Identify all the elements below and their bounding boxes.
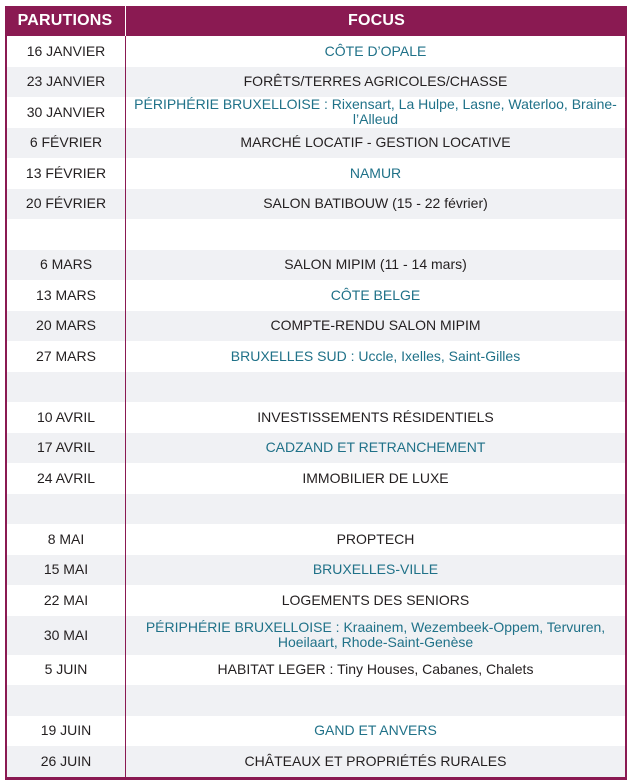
- focus-cell: CÔTE BELGE: [330, 286, 421, 303]
- date-cell: 6 FÉVRIER: [7, 128, 126, 159]
- focus-cell: FORÊTS/TERRES AGRICOLES/CHASSE: [243, 73, 508, 90]
- table-row: [7, 189, 625, 220]
- table-row: [7, 746, 625, 777]
- table-row: [7, 311, 625, 342]
- date-cell: 30 MAI: [7, 616, 126, 655]
- table-row: [7, 280, 625, 311]
- date-cell: 27 MARS: [7, 341, 126, 372]
- spacer-row: [7, 685, 625, 716]
- table-row: [7, 716, 625, 747]
- spacer-row: [7, 494, 625, 525]
- focus-cell: SALON MIPIM (11 - 14 mars): [284, 256, 467, 273]
- date-cell: 20 FÉVRIER: [7, 189, 126, 220]
- date-cell: 5 JUIN: [7, 655, 126, 686]
- table-row: [7, 158, 625, 189]
- table-row: [7, 463, 625, 494]
- focus-cell: SALON BATIBOUW (15 - 22 février): [263, 195, 488, 212]
- focus-cell: [126, 494, 625, 525]
- date-cell: 17 AVRIL: [7, 433, 126, 464]
- date-cell: 30 JANVIER: [7, 97, 126, 128]
- date-cell: 24 AVRIL: [7, 463, 126, 494]
- date-cell: 13 FÉVRIER: [7, 158, 126, 189]
- focus-cell: NAMUR: [349, 164, 402, 181]
- date-cell: 20 MARS: [7, 311, 126, 342]
- table-row: [7, 250, 625, 281]
- date-cell: 22 MAI: [7, 585, 126, 616]
- focus-cell: PROPTECH: [336, 530, 415, 547]
- table-row: [7, 402, 625, 433]
- spacer-row: [7, 372, 625, 403]
- focus-cell: GAND ET ANVERS: [314, 722, 437, 739]
- table-row: [7, 341, 625, 372]
- date-cell: 10 AVRIL: [7, 402, 126, 433]
- focus-cell: BRUXELLES SUD : Uccle, Ixelles, Saint-Gilles: [230, 347, 521, 364]
- table-row: [7, 67, 625, 98]
- focus-cell: IMMOBILIER DE LUXE: [302, 469, 449, 486]
- table-row: [7, 524, 625, 555]
- date-cell: [7, 219, 126, 250]
- focus-cell: PÉRIPHÉRIE BRUXELLOISE : Rixensart, La Hulpe, Lasne, Waterloo, Braine-l’Alleud: [134, 96, 617, 128]
- focus-cell: [126, 685, 625, 716]
- focus-cell: MARCHÉ LOCATIF - GESTION LOCATIVE: [240, 134, 511, 151]
- date-cell: 26 JUIN: [7, 746, 126, 777]
- date-cell: 13 MARS: [7, 280, 126, 311]
- focus-cell: LOGEMENTS DES SENIORS: [281, 591, 470, 608]
- date-cell: 8 MAI: [7, 524, 126, 555]
- focus-cell: HABITAT LEGER : Tiny Houses, Cabanes, Chalets: [217, 661, 534, 678]
- header-parutions: PARUTIONS: [5, 6, 126, 36]
- table-row: [7, 433, 625, 464]
- focus-cell: CHÂTEAUX ET PROPRIÉTÉS RURALES: [244, 752, 507, 769]
- date-cell: [7, 685, 126, 716]
- focus-cell: [126, 372, 625, 403]
- date-cell: 19 JUIN: [7, 716, 126, 747]
- table-body: [5, 36, 627, 780]
- date-cell: 16 JANVIER: [7, 36, 126, 67]
- date-cell: 23 JANVIER: [7, 67, 126, 98]
- date-cell: 6 MARS: [7, 250, 126, 281]
- table-row: [7, 555, 625, 586]
- focus-cell: COMPTE-RENDU SALON MIPIM: [270, 317, 481, 334]
- date-cell: [7, 494, 126, 525]
- focus-cell: CADZAND ET RETRANCHEMENT: [265, 439, 486, 456]
- table-row: [7, 585, 625, 616]
- table-row: [7, 655, 625, 686]
- focus-cell: CÔTE D’OPALE: [324, 42, 427, 59]
- focus-cell: PÉRIPHÉRIE BRUXELLOISE : Kraainem, Wezembeek-Oppem, Tervuren, Hoeilaart, Rhode-Saint-Genèse: [145, 619, 606, 650]
- schedule-table: [5, 6, 627, 780]
- table-row: [7, 36, 625, 67]
- focus-cell: INVESTISSEMENTS RÉSIDENTIELS: [257, 408, 494, 425]
- table-row: [7, 616, 625, 655]
- table-row: [7, 128, 625, 159]
- table-header: [5, 6, 627, 36]
- table-row: [7, 97, 625, 128]
- focus-cell: [126, 219, 625, 250]
- date-cell: 15 MAI: [7, 555, 126, 586]
- focus-cell: BRUXELLES-VILLE: [312, 561, 439, 578]
- header-focus: FOCUS: [348, 12, 405, 29]
- spacer-row: [7, 219, 625, 250]
- date-cell: [7, 372, 126, 403]
